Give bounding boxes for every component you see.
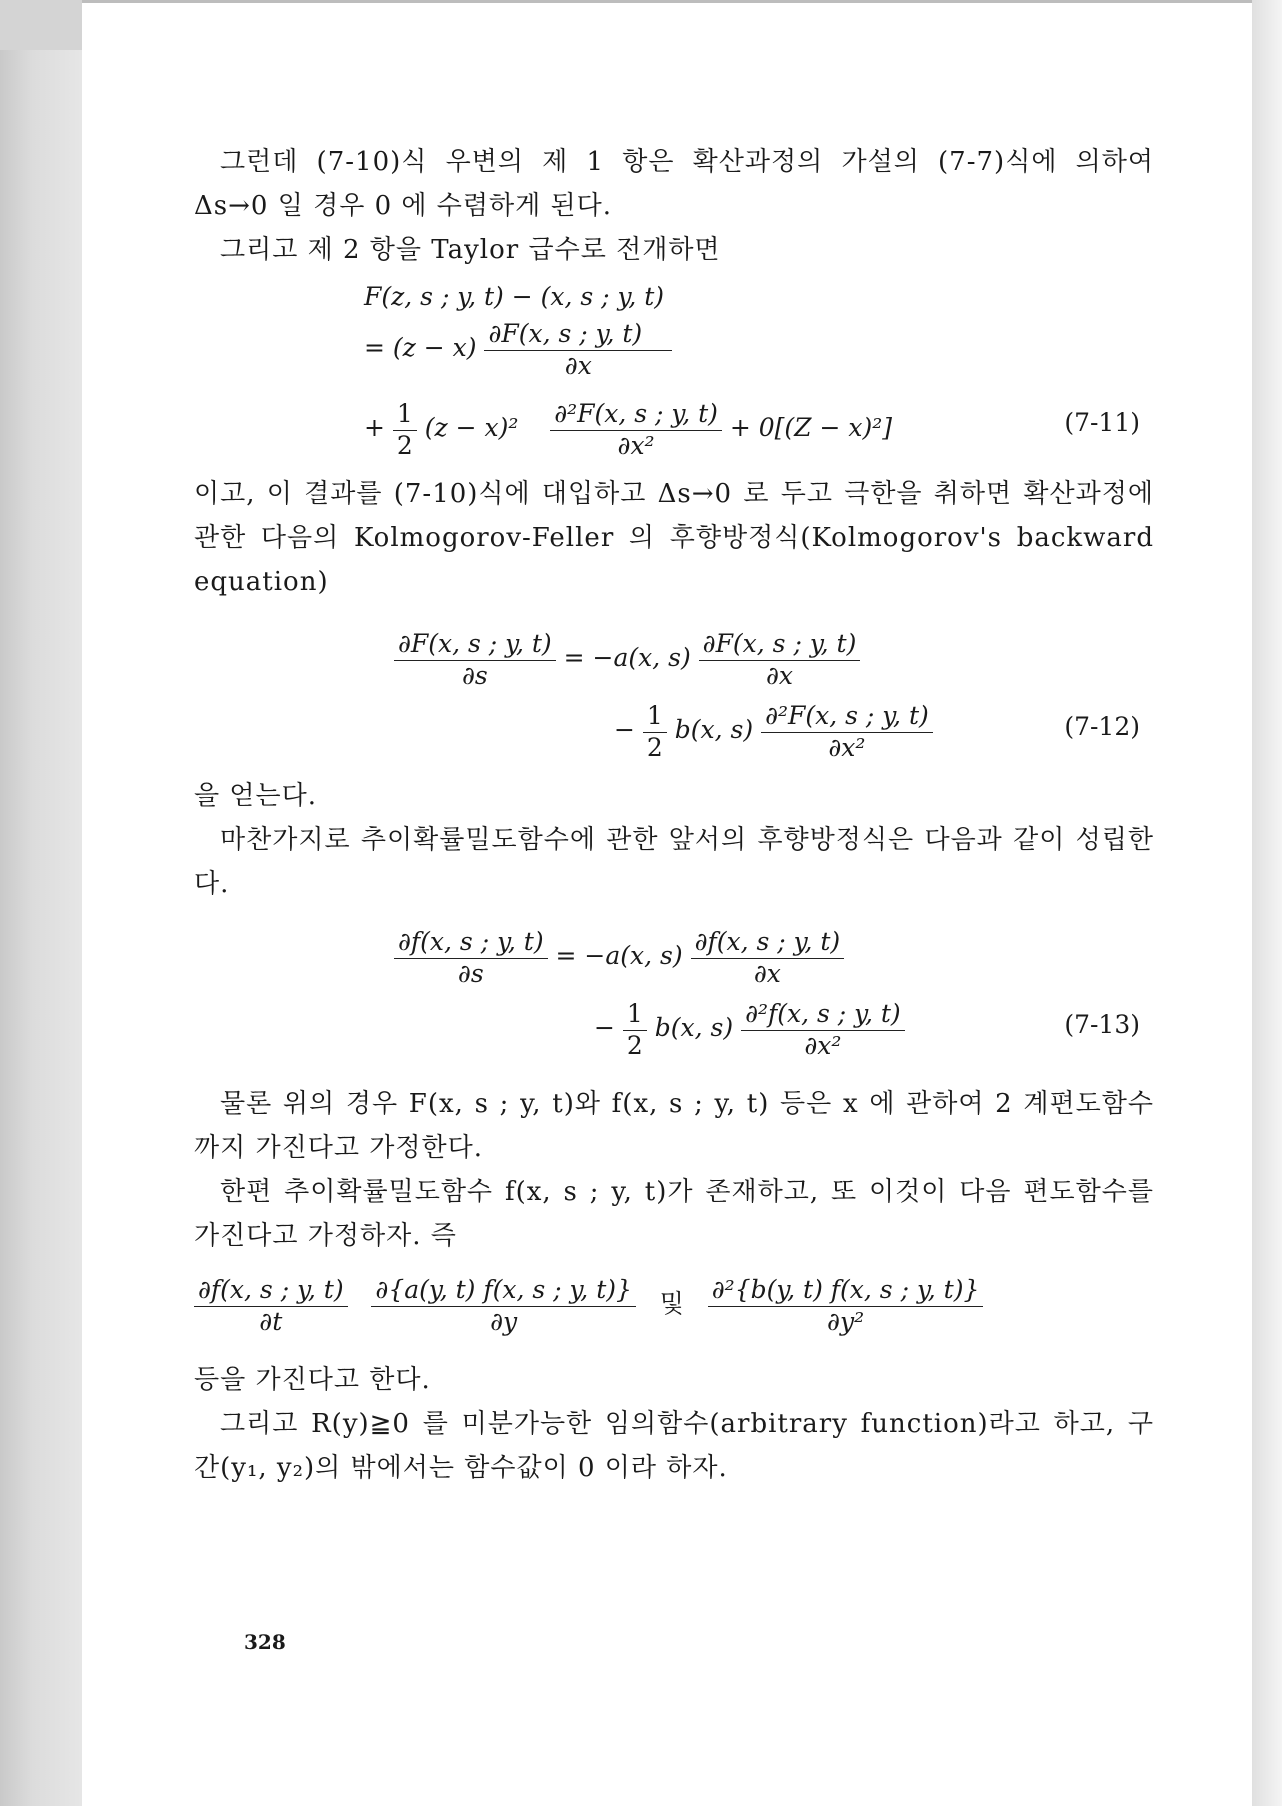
eq12-half-num: 1 — [643, 700, 667, 733]
eq13-number: (7-13) — [1064, 1010, 1140, 1039]
partials-row — [194, 1274, 983, 1337]
paragraph-6: 물론 위의 경우 F(x, s ; y, t)와 f(x, s ; y, t) 등은 x 에 관하여 2 계편도함수까지 가진다고 가정한다. — [194, 1089, 1154, 1163]
equation-7-13 — [194, 912, 1154, 1082]
eq12-line1 — [394, 628, 860, 691]
eq11-line3-fraction — [550, 398, 722, 461]
partial-c-denominator: ∂y² — [827, 1307, 865, 1336]
paragraph-7: 한편 추이확률밀도함수 f(x, s ; y, t)가 존재하고, 또 이것이 다음 편도함수를 가진다고 가정하자. 즉 — [194, 1177, 1154, 1251]
eq11-line2 — [364, 318, 672, 381]
partials-and-word: 및 — [659, 1289, 684, 1318]
partial-c-numerator: ∂²{b(y, t) f(x, s ; y, t)} — [708, 1274, 984, 1307]
eq12-number: (7-12) — [1064, 712, 1140, 741]
eq13-rhs1-denominator: ∂x — [753, 959, 781, 988]
eq11-line3-suffix: + 0[(Z − x)²] — [729, 413, 892, 442]
eq11-line3-denominator: ∂x² — [617, 431, 655, 460]
eq13-line1 — [394, 926, 844, 989]
eq12-rhs2-numerator: ∂²F(x, s ; y, t) — [761, 700, 933, 733]
eq13-rhs1-numerator: ∂f(x, s ; y, t) — [691, 926, 845, 959]
eq13-half-fraction — [623, 998, 647, 1061]
partial-b-denominator: ∂y — [490, 1307, 518, 1336]
eq12-rhs2-denominator: ∂x² — [828, 733, 866, 762]
eq11-half-fraction — [393, 398, 417, 461]
eq13-rhs1-prefix: = −a(x, s) — [555, 941, 683, 970]
eq12-rhs2-fraction — [761, 700, 933, 763]
paragraph-5: 마찬가지로 추이확률밀도함수에 관한 앞서의 후향방정식은 다음과 같이 성립한다. — [194, 825, 1154, 899]
eq11-line1: F(z, s ; y, t) − (x, s ; y, t) — [364, 282, 665, 311]
eq11-number: (7-11) — [1064, 408, 1140, 437]
eq13-lhs-denominator: ∂s — [457, 959, 484, 988]
eq12-line2: − $\frac{1}{2}$ b(x, s) $\frac{\text{∂²F(x, s ; y, t)}}{\text{∂x²}}$ — [614, 700, 933, 763]
page-content — [194, 140, 1154, 1490]
eq11-line2-prefix: = (z − x) — [364, 333, 477, 362]
eq12-rhs1-prefix: = −a(x, s) — [563, 643, 691, 672]
eq13-half-den: 2 — [626, 1031, 643, 1060]
eq12-rhs1-numerator: ∂F(x, s ; y, t) — [699, 628, 861, 661]
eq11-line3-mid: (z − x)² — [424, 413, 519, 442]
paragraph-3: 이고, 이 결과를 (7-10)식에 대입하고 Δs→0 로 두고 극한을 취하면 확산과정에 관한 다음의 Kolmogorov-Feller 의 후향방정식(Kolmogorov's backward equation) — [194, 479, 1154, 597]
eq11-line3: + $\frac{1}{2}$ (z − x)² $\frac{\text{∂²F(x, s ; y, t)}}{\text{∂x²}}$ + 0[(Z − x)²] — [364, 399, 892, 460]
eq13-rhs1-fraction — [691, 926, 845, 989]
eq11-line3-numerator: ∂²F(x, s ; y, t) — [550, 398, 722, 431]
paragraph-8: 등을 가진다고 한다. — [194, 1365, 431, 1395]
eq12-half-fraction — [643, 700, 667, 763]
equation-7-11 — [194, 272, 1154, 472]
eq13-lhs-fraction — [394, 926, 548, 989]
eq13-rhs2-denominator: ∂x² — [804, 1031, 842, 1060]
eq12-rhs2-prefix: b(x, s) — [674, 715, 754, 744]
paragraph-4: 을 얻는다. — [194, 781, 317, 811]
equation-7-12 — [194, 614, 1154, 774]
partial-a-fraction — [194, 1274, 348, 1337]
eq12-rhs1-fraction — [699, 628, 861, 691]
eq12-half-den: 2 — [646, 733, 663, 762]
eq12-lhs-numerator: ∂F(x, s ; y, t) — [394, 628, 556, 661]
eq11-half-num: 1 — [393, 398, 417, 431]
eq13-half-num: 1 — [623, 998, 647, 1031]
book-spine-top — [0, 0, 82, 50]
paragraph-1: 그런데 (7-10)식 우변의 제 1 항은 확산과정의 가설의 (7-7)식에 의하여 Δs→0 일 경우 0 에 수렴하게 된다. — [194, 147, 1154, 221]
eq12-lhs-denominator: ∂s — [461, 661, 488, 690]
eq13-rhs2-prefix: b(x, s) — [654, 1013, 734, 1042]
eq13-rhs2-numerator: ∂²f(x, s ; y, t) — [741, 998, 905, 1031]
equation-partials — [154, 1258, 1154, 1358]
eq13-rhs2-fraction — [741, 998, 905, 1061]
book-spine — [0, 0, 83, 1806]
paragraph-9: 그리고 R(y)≧0 를 미분가능한 임의함수(arbitrary function)라고 하고, 구간(y₁, y₂)의 밖에서는 함수값이 0 이라 하자. — [194, 1409, 1154, 1483]
page-edge-shadow — [1252, 0, 1282, 1806]
eq13-lhs-numerator: ∂f(x, s ; y, t) — [394, 926, 548, 959]
eq11-line2-fraction — [484, 318, 672, 381]
eq12-lhs-fraction — [394, 628, 556, 691]
eq11-half-den: 2 — [396, 431, 413, 460]
eq11-line2-numerator: ∂F(x, s ; y, t) — [484, 318, 672, 351]
page-number: 328 — [244, 1630, 286, 1654]
partial-b-numerator: ∂{a(y, t) f(x, s ; y, t)} — [371, 1274, 635, 1307]
eq13-line2: − $\frac{1}{2}$ b(x, s) $\frac{\text{∂²f(x, s ; y, t)}}{\text{∂x²}}$ — [594, 998, 905, 1061]
partial-a-numerator: ∂f(x, s ; y, t) — [194, 1274, 348, 1307]
partial-c-fraction — [708, 1274, 984, 1337]
partial-a-denominator: ∂t — [259, 1307, 283, 1336]
eq11-line2-denominator: ∂x — [564, 351, 592, 380]
partial-b-fraction — [371, 1274, 635, 1337]
eq12-rhs1-denominator: ∂x — [765, 661, 793, 690]
paragraph-2: 그리고 제 2 항을 Taylor 급수로 전개하면 — [220, 235, 721, 265]
